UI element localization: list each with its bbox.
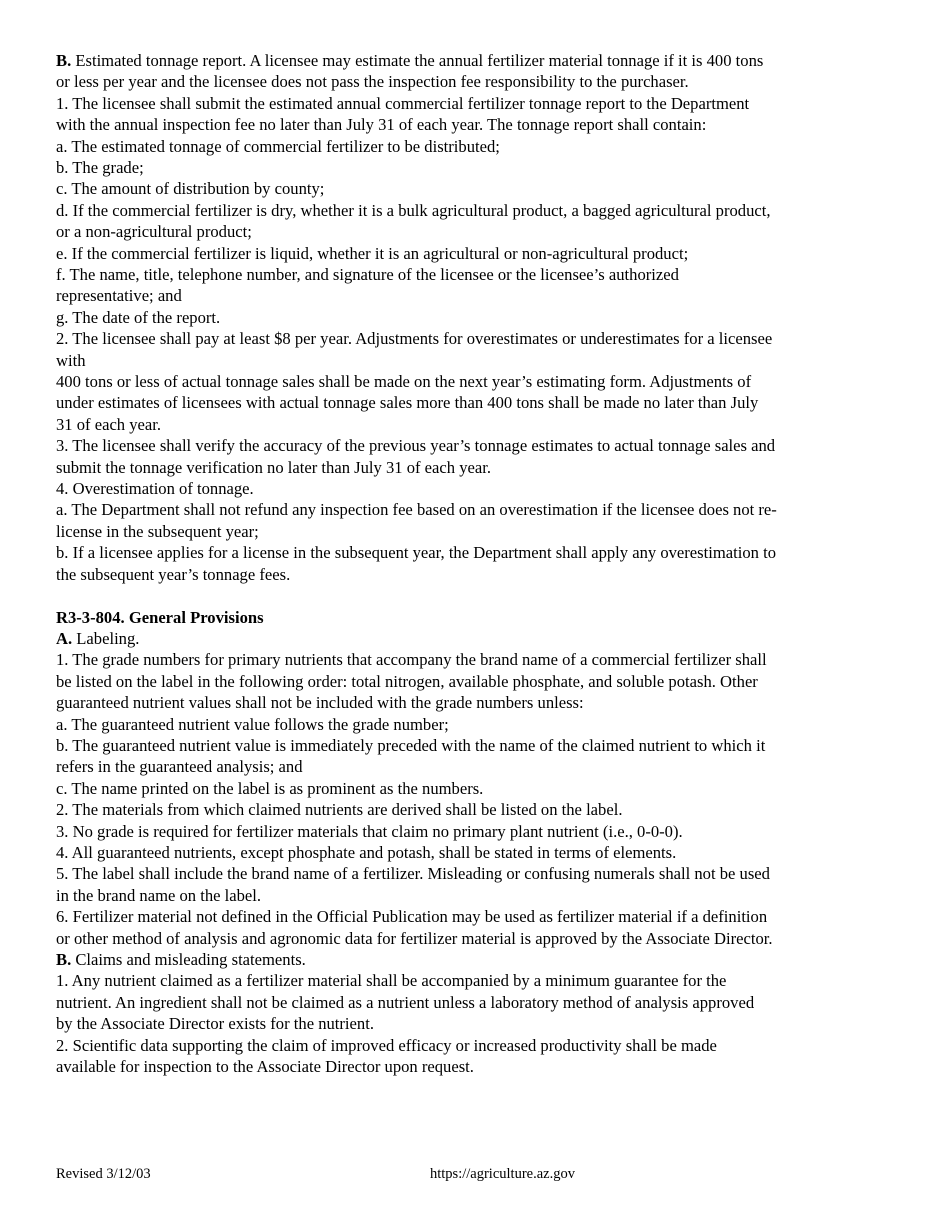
text-line: 400 tons or less of actual tonnage sales shall be made on the next year’s estimating form. Adjustments of: [56, 372, 752, 391]
text-line: the subsequent year’s tonnage fees.: [56, 565, 291, 584]
text-line: 2. The licensee shall pay at least $8 per year. Adjustments for overestimates or underestimates for a licensee: [56, 329, 773, 348]
text-line: available for inspection to the Associate Director upon request.: [56, 1057, 474, 1076]
footer-url: https://agriculture.az.gov: [430, 1166, 575, 1182]
text-line: or other method of analysis and agronomic data for fertilizer material is approved by the Associate Director.: [56, 929, 773, 948]
text-line: 2. The materials from which claimed nutrients are derived shall be listed on the label.: [56, 800, 623, 819]
text-line: 5. The label shall include the brand name of a fertilizer. Misleading or confusing numerals shall not be used: [56, 864, 770, 883]
text-line: refers in the guaranteed analysis; and: [56, 757, 303, 776]
text-line: 3. No grade is required for fertilizer materials that claim no primary plant nutrient (i.e., 0-0-0).: [56, 822, 683, 841]
subsection-marker: B.: [56, 950, 72, 969]
text-line: be listed on the label in the following order: total nitrogen, available phosphate, and soluble potash. Other: [56, 672, 758, 691]
text-line: d. If the commercial fertilizer is dry, whether it is a bulk agricultural product, a bagged agricultural product,: [56, 201, 771, 220]
text-line: g. The date of the report.: [56, 308, 221, 327]
subsection-title: Labeling.: [72, 629, 140, 648]
text-line: nutrient. An ingredient shall not be claimed as a nutrient unless a laboratory method of analysis approved: [56, 993, 755, 1012]
text-line: b. The guaranteed nutrient value is immediately preceded with the name of the claimed nutrient to which it: [56, 736, 766, 755]
text-line: submit the tonnage verification no later than July 31 of each year.: [56, 458, 491, 477]
text-line: 1. The licensee shall submit the estimated annual commercial fertilizer tonnage report to the Department: [56, 94, 750, 113]
text-line: with: [56, 351, 86, 370]
text-line: 31 of each year.: [56, 415, 162, 434]
text-line: 4. Overestimation of tonnage.: [56, 479, 254, 498]
text-line: e. If the commercial fertilizer is liquid, whether it is an agricultural or non-agricultural product;: [56, 244, 689, 263]
text-line: or less per year and the licensee does not pass the inspection fee responsibility to the purchaser.: [56, 72, 689, 91]
text-line: b. If a licensee applies for a license in the subsequent year, the Department shall apply any overestimation to: [56, 543, 776, 562]
text-line: [56, 949, 306, 970]
subsection-title: Claims and misleading statements.: [71, 950, 306, 969]
text-line: under estimates of licensees with actual tonnage sales more than 400 tons shall be made no later than July: [56, 393, 759, 412]
text-line: guaranteed nutrient values shall not be included with the grade numbers unless:: [56, 693, 584, 712]
text-line: or a non-agricultural product;: [56, 222, 252, 241]
section-marker: B.: [56, 51, 72, 70]
text-line: [56, 628, 139, 649]
text-line: with the annual inspection fee no later than July 31 of each year. The tonnage report shall contain:: [56, 115, 707, 134]
text-line: c. The amount of distribution by county;: [56, 179, 325, 198]
text-line: c. The name printed on the label is as prominent as the numbers.: [56, 779, 484, 798]
text-line: a. The guaranteed nutrient value follows the grade number;: [56, 715, 449, 734]
subsection-marker: A.: [56, 629, 73, 648]
footer-revised-date: Revised 3/12/03: [56, 1166, 151, 1182]
text-line: by the Associate Director exists for the nutrient.: [56, 1014, 374, 1033]
text-line: license in the subsequent year;: [56, 522, 259, 541]
text-line: 6. Fertilizer material not defined in the Official Publication may be used as fertilizer material if a definition: [56, 907, 768, 926]
text-line: 3. The licensee shall verify the accuracy of the previous year’s tonnage estimates to actual tonnage sales and: [56, 436, 776, 455]
text-line: a. The Department shall not refund any inspection fee based on an overestimation if the licensee does not re-: [56, 500, 777, 519]
text-line: 1. Any nutrient claimed as a fertilizer material shall be accompanied by a minimum guarantee for the: [56, 971, 727, 990]
text-line: in the brand name on the label.: [56, 886, 262, 905]
text-line: [56, 50, 763, 71]
text-line: a. The estimated tonnage of commercial fertilizer to be distributed;: [56, 137, 500, 156]
section-heading: R3-3-804. General Provisions: [56, 608, 264, 627]
section-intro: Estimated tonnage report. A licensee may estimate the annual fertilizer material tonnage if it is 400 tons: [71, 51, 764, 70]
text-line: f. The name, title, telephone number, and signature of the licensee or the licensee’s authorized: [56, 265, 679, 284]
text-line: 1. The grade numbers for primary nutrients that accompany the brand name of a commercial fertilizer shall: [56, 650, 767, 669]
text-line: representative; and: [56, 286, 182, 305]
text-line: 4. All guaranteed nutrients, except phosphate and potash, shall be stated in terms of elements.: [56, 843, 677, 862]
text-line: 2. Scientific data supporting the claim of improved efficacy or increased productivity shall be made: [56, 1036, 717, 1055]
text-line: b. The grade;: [56, 158, 144, 177]
